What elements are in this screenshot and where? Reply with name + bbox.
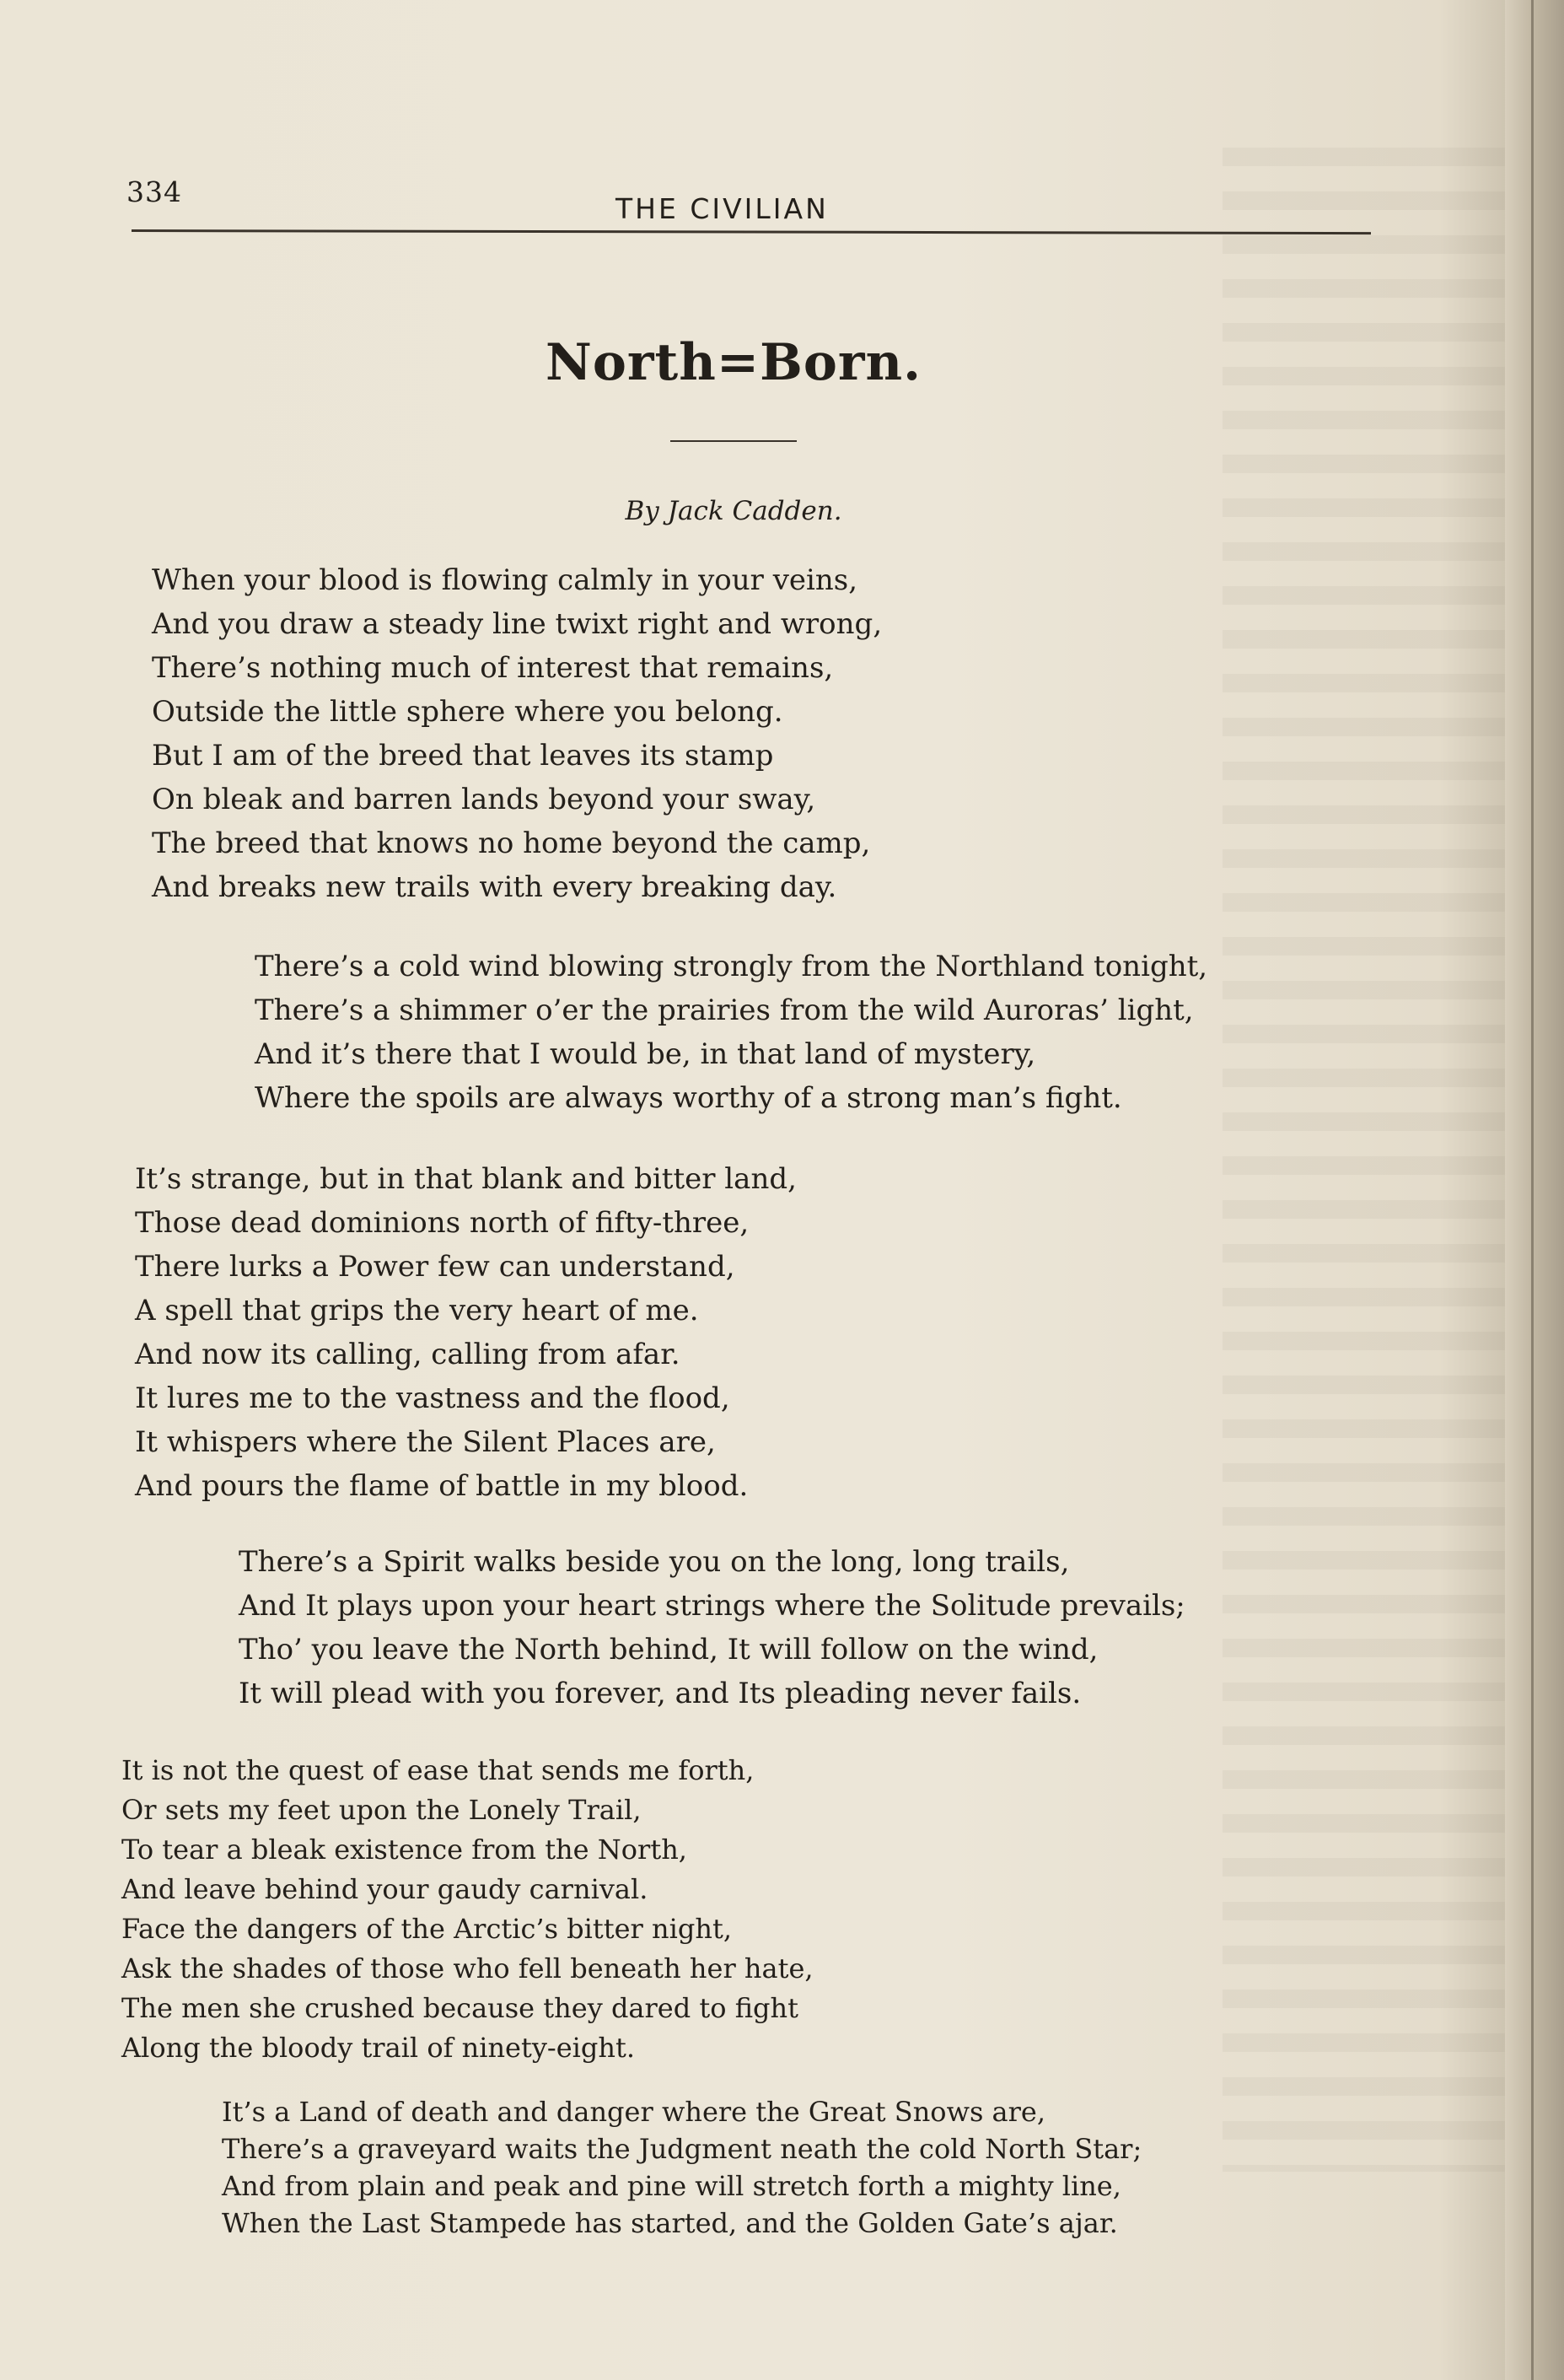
poem-line: On bleak and barren lands beyond your sway, [152, 783, 816, 816]
poem-line: Where the spoils are always worthy of a strong man’s fight. [255, 1081, 1122, 1115]
show-through-text [1223, 148, 1526, 2172]
poem-line: It lures me to the vastness and the flood, [135, 1381, 730, 1415]
poem-line: It’s strange, but in that blank and bitter land, [135, 1162, 797, 1196]
poem-line: There lurks a Power few can understand, [135, 1250, 735, 1284]
poem-line: It is not the quest of ease that sends me forth, [121, 1754, 755, 1786]
poem-line: It whispers where the Silent Places are, [135, 1425, 716, 1459]
poem-line: There’s a shimmer o’er the prairies from the wild Auroras’ light, [255, 993, 1194, 1027]
poem-line: To tear a bleak existence from the North, [121, 1833, 687, 1866]
stanza-6 [222, 2093, 1142, 2242]
poem-line: Or sets my feet upon the Lonely Trail, [121, 1794, 642, 1826]
poem-line: When your blood is flowing calmly in your veins, [152, 563, 858, 597]
poem-line: But I am of the breed that leaves its stamp [152, 739, 774, 773]
poem-line: When the Last Stampede has started, and the Golden Gate’s ajar. [222, 2207, 1118, 2239]
page-gutter-shadow [1505, 0, 1564, 2380]
poem-line: Ask the shades of those who fell beneath her hate, [121, 1952, 814, 1984]
poem-line: It’s a Land of death and danger where the Great Snows are, [222, 2096, 1046, 2128]
stanza-2 [255, 945, 1207, 1120]
poem-line: There’s nothing much of interest that remains, [152, 651, 834, 685]
poem-line: There’s a Spirit walks beside you on the long, long trails, [239, 1545, 1070, 1579]
poem-line: It will plead with you forever, and Its pleading never fails. [239, 1677, 1082, 1710]
stanza-1 [152, 558, 882, 909]
stanza-5 [121, 1751, 814, 2068]
poem-line: Face the dangers of the Arctic’s bitter night, [121, 1913, 732, 1945]
poem-title: North=Born. [546, 333, 922, 392]
poem-line: The breed that knows no home beyond the camp, [152, 827, 871, 860]
poem-line: And pours the flame of battle in my blood. [135, 1469, 749, 1503]
stanza-3 [135, 1157, 797, 1508]
binding-edge [1531, 0, 1534, 2380]
poem-line: And breaks new trails with every breaking day. [152, 870, 837, 904]
poem-line: Outside the little sphere where you belong. [152, 695, 783, 729]
poem-line: Along the bloody trail of ninety-eight. [121, 2032, 636, 2064]
poem-line: And leave behind your gaudy carnival. [121, 1873, 648, 1905]
poem-line: And now its calling, calling from afar. [135, 1338, 680, 1371]
stanza-4 [239, 1540, 1185, 1715]
poem-byline: By Jack Cadden. [625, 496, 842, 526]
poem-line: A spell that grips the very heart of me. [135, 1294, 699, 1327]
poem-line: And It plays upon your heart strings where the Solitude prevails; [239, 1589, 1185, 1623]
running-head: THE CIVILIAN [615, 192, 829, 225]
poem-line: And from plain and peak and pine will stretch forth a mighty line, [222, 2170, 1121, 2202]
poem-line: Those dead dominions north of fifty-three, [135, 1206, 750, 1240]
title-divider [670, 440, 797, 442]
poem-line: The men she crushed because they dared to fight [121, 1992, 798, 2024]
page-number: 334 [126, 175, 182, 208]
poem-line: There’s a graveyard waits the Judgment neath the cold North Star; [222, 2133, 1142, 2165]
poem-line: Tho’ you leave the North behind, It will follow on the wind, [239, 1633, 1099, 1667]
poem-line: And it’s there that I would be, in that land of mystery, [255, 1037, 1036, 1071]
poem-line: There’s a cold wind blowing strongly from the Northland tonight, [255, 950, 1208, 983]
poem-line: And you draw a steady line twixt right and wrong, [152, 607, 883, 641]
